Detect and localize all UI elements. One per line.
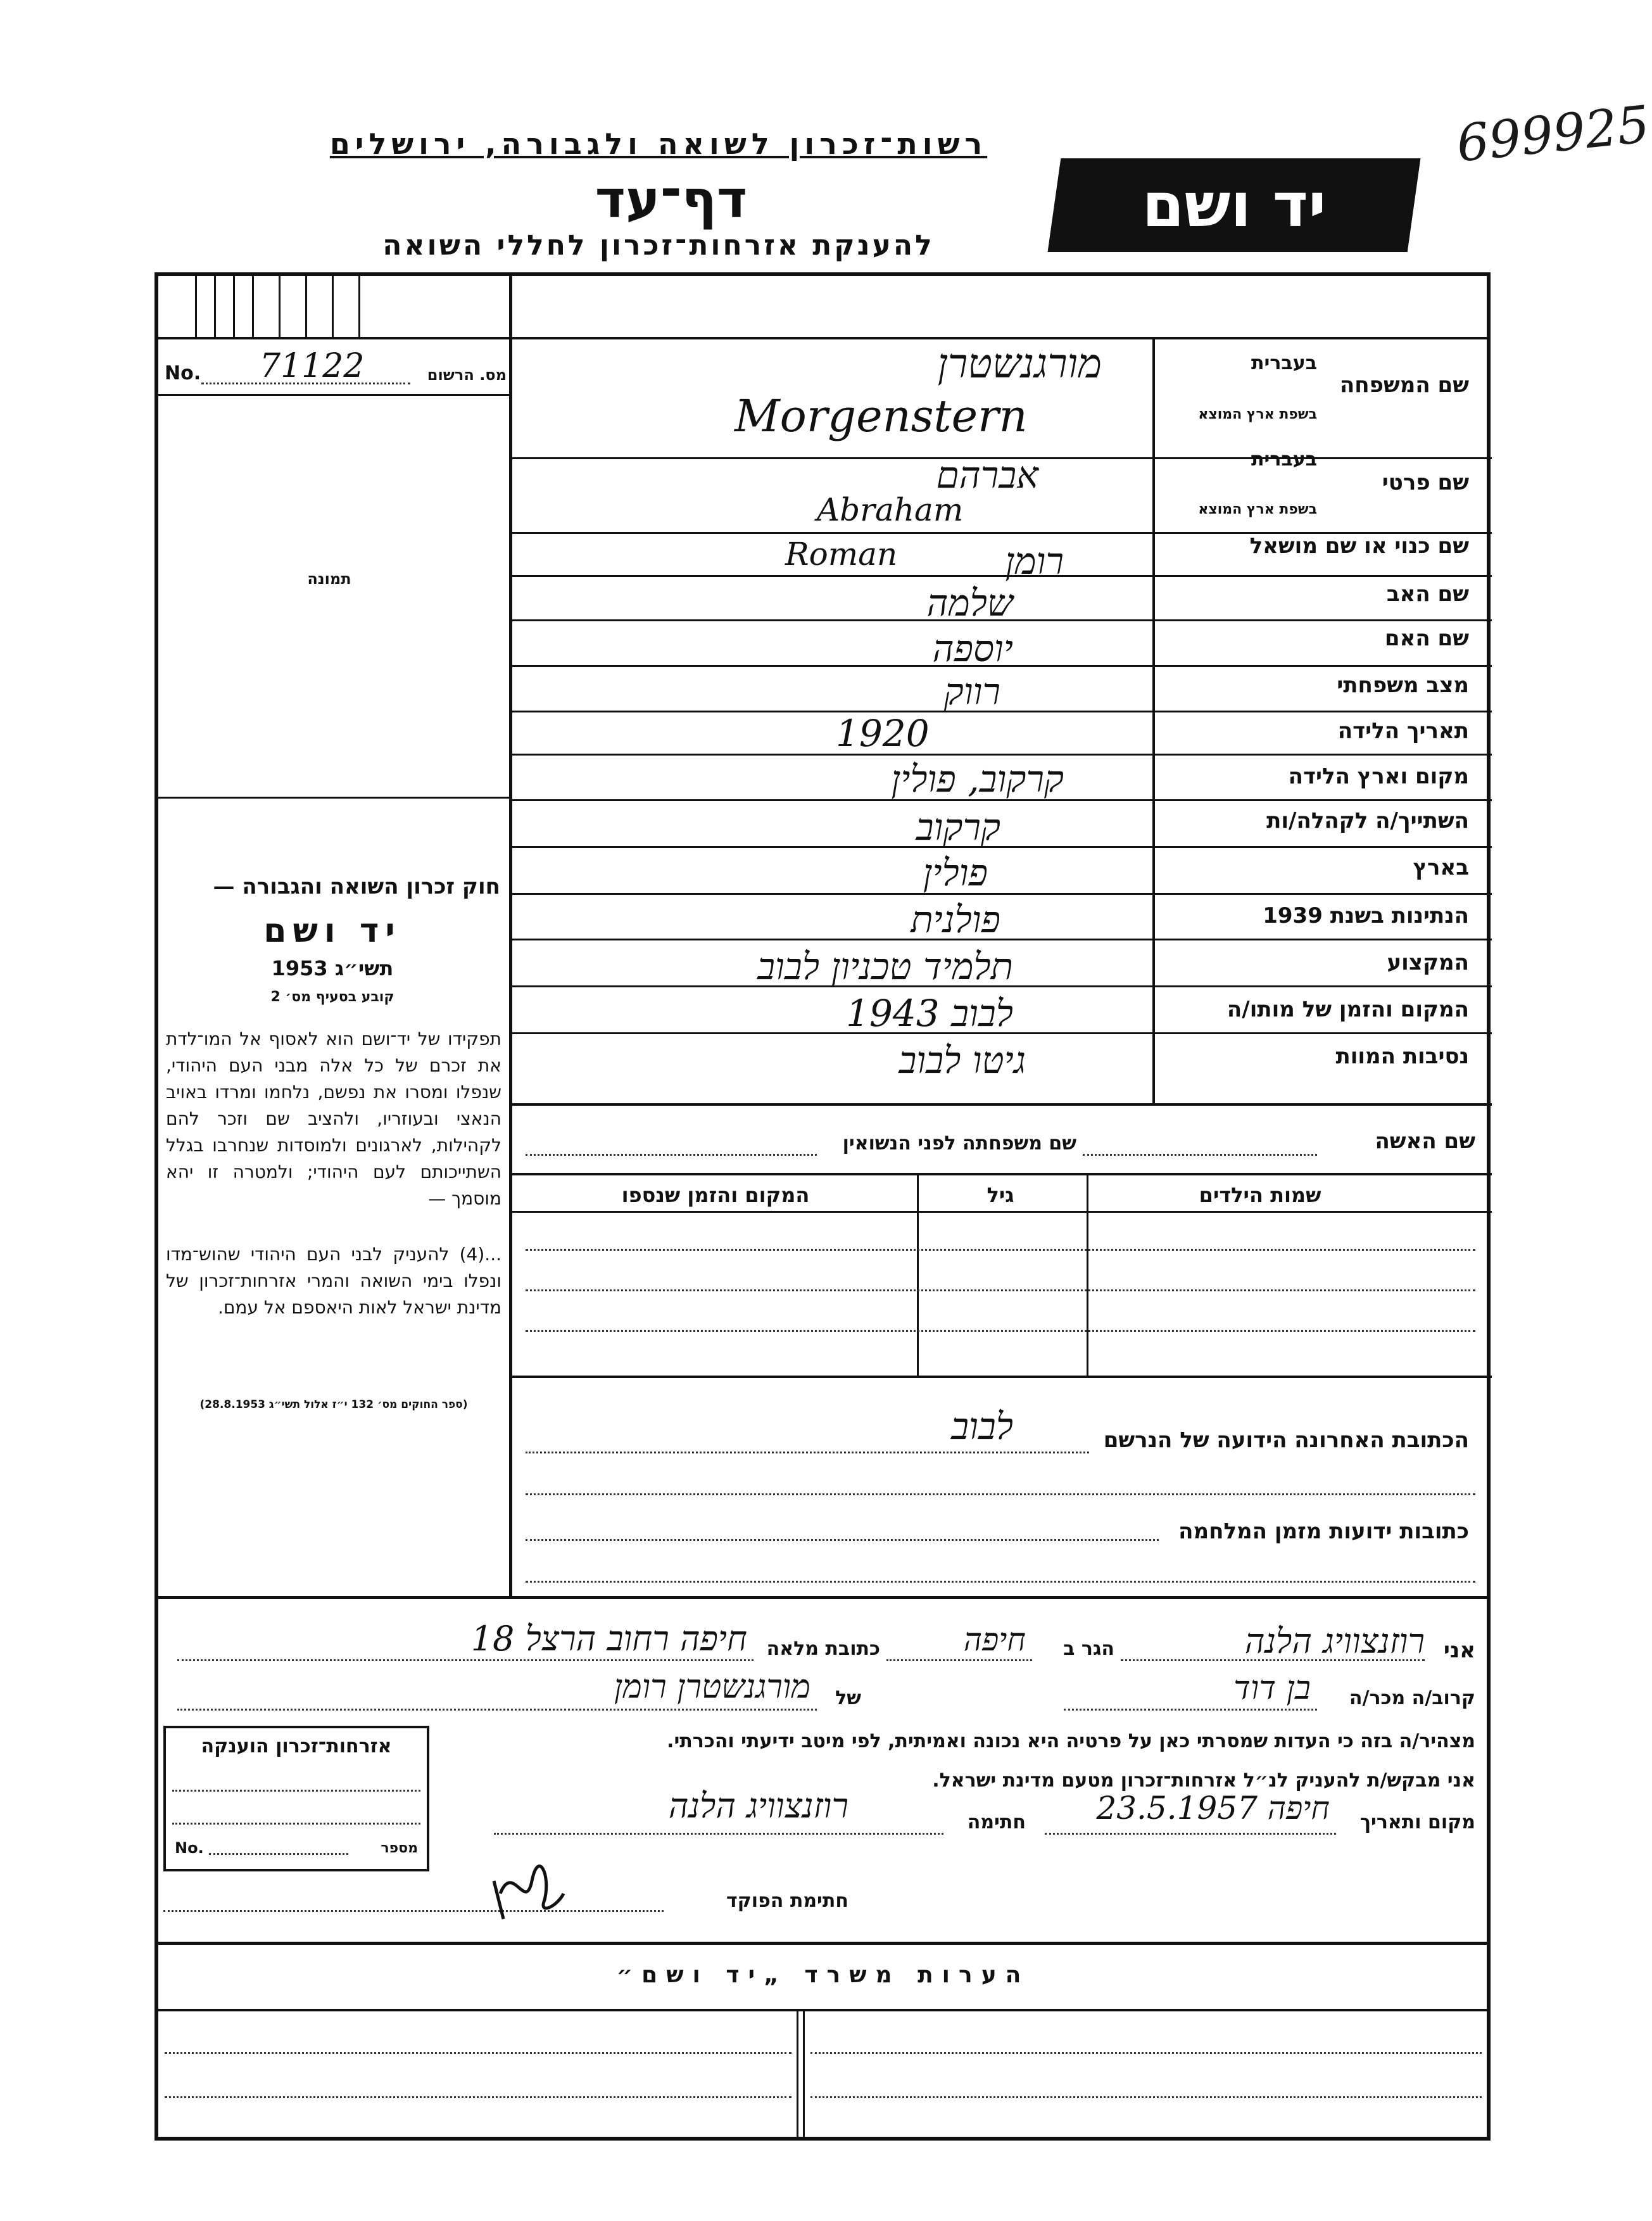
profession-value: תלמיד טכניון לבוב xyxy=(757,945,1013,988)
family-name-origin-label: בשפת ארץ המוצא xyxy=(1198,407,1317,422)
birthplace-label: מקום וארץ הלידה xyxy=(1288,764,1469,789)
officer-signature-mark xyxy=(488,1856,570,1925)
profession-label: המקצוע xyxy=(1387,950,1469,975)
last-address-label: הכתובת האחרונה הידועה של הנרשם xyxy=(1103,1427,1469,1453)
family-name-hebrew-label: בעברית xyxy=(1251,352,1317,374)
community-value: קרקוב xyxy=(916,806,1000,849)
witness-signature: רוזנצוויג הלנה xyxy=(668,1786,848,1826)
nickname-label: שם כנוי או שם מושאל xyxy=(1249,533,1469,559)
corner-number: 699925 xyxy=(1453,94,1652,174)
relative-value: בן דוד xyxy=(1233,1669,1311,1707)
signature-label: חתימה xyxy=(967,1811,1026,1833)
first-name-origin-label: בשפת ארץ המוצא xyxy=(1198,502,1317,517)
yad-vashem-logo xyxy=(1048,158,1421,252)
first-name-label: שם פרטי xyxy=(1382,470,1469,495)
family-name-label: שם המשפחה xyxy=(1339,372,1469,398)
nickname-hebrew: רומן xyxy=(1005,540,1064,583)
relative-label: קרוב/ה מכר/ה xyxy=(1349,1687,1475,1709)
authority-name: רשות־זכרון לשואה ולגבורה, ירושלים xyxy=(329,127,988,161)
resides-value: חיפה xyxy=(963,1621,1026,1658)
mother-value: יוספה xyxy=(932,627,1013,670)
death-cause-label: נסיבות המוות xyxy=(1335,1044,1469,1069)
mother-label: שם האם xyxy=(1384,626,1469,651)
children-header-place: המקום והזמן שנספו xyxy=(621,1183,810,1207)
citizenship-label: הנתינות בשנת 1939 xyxy=(1263,903,1469,928)
nickname-latin: Roman xyxy=(785,536,898,573)
law-heading: חוק זכרון השואה והגבורה — xyxy=(213,874,500,899)
of-value: מורגנשטרן רומן xyxy=(614,1668,810,1706)
birthdate-value: 1920 xyxy=(836,712,930,755)
death-label: המקום והזמן של מותו/ה xyxy=(1226,997,1469,1022)
children-header-names: שמות הילדים xyxy=(1199,1183,1321,1207)
law-text-2: ...(4) להעניק לבני העם היהודי שהוש־מדו ונפלו בימי השואה והמרי אזרחות־זכרון של מדינת ישראל לאות היאספם אל עמם. xyxy=(166,1244,501,1318)
marital-label: מצב משפחתי xyxy=(1337,673,1469,698)
last-address-value: לבוב xyxy=(951,1405,1013,1448)
form-title: דף־עד xyxy=(595,170,748,230)
statement-request: אני מבקש/ת להעניק לנ״ל אזרחות־זכרון מטעם מדינת ישראל. xyxy=(932,1769,1475,1792)
birthdate-label: תאריך הלידה xyxy=(1337,718,1469,743)
family-name-hebrew: מורגנשטרן xyxy=(937,341,1102,388)
father-value: שלמה xyxy=(926,581,1013,624)
birthplace-value: קרקוב, פולין xyxy=(891,757,1064,800)
death-value: לבוב 1943 xyxy=(846,992,1013,1035)
wartime-address-label: כתובות ידועות מזמן המלחמה xyxy=(1178,1519,1469,1544)
children-header-age: גיל xyxy=(987,1183,1014,1207)
photo-label: תמונה xyxy=(307,570,351,588)
witness-name: רוזנצוויג הלנה xyxy=(1244,1621,1425,1661)
country-value: פולין xyxy=(923,851,988,894)
first-name-hebrew: אברהם xyxy=(936,453,1038,497)
marital-value: רווק xyxy=(943,670,1000,713)
wife-label: שם האשה xyxy=(1375,1129,1475,1154)
law-year: תשי״ג 1953 xyxy=(271,956,394,980)
officer-signature-label: חתימת הפוקד xyxy=(726,1890,848,1912)
country-label: בארץ xyxy=(1413,855,1469,880)
community-label: השתייך/ה לקהלה/ות xyxy=(1266,808,1469,833)
first-name-hebrew-label: בעברית xyxy=(1251,448,1317,471)
declaration-ani: אני xyxy=(1443,1638,1475,1663)
father-label: שם האב xyxy=(1386,581,1469,607)
award-box-title: אזרחות־זכרון הוענקה xyxy=(201,1735,392,1757)
office-notes-title: הערות משרד „יד ושם״ xyxy=(616,1962,1030,1988)
form-subtitle: להענקת אזרחות־זכרון לחללי השואה xyxy=(382,229,935,262)
death-cause-value: גיטו לבוב xyxy=(899,1039,1026,1082)
resides-label: הגר ב xyxy=(1063,1638,1114,1660)
place-date-label: מקום ותאריך xyxy=(1359,1811,1475,1833)
law-name: יד ושם xyxy=(263,912,401,950)
statement-truth: מצהיר/ה בזה כי העדות שמסרתי כאן על פרטיה היא נכונה ואמיתית, לפי מיטב ידיעתי והכרתי. xyxy=(667,1730,1475,1752)
registration-number: 71122 xyxy=(260,347,365,385)
full-address-label: כתובת מלאה xyxy=(766,1638,880,1660)
award-box-no-label: No. xyxy=(175,1839,204,1857)
full-address-value: חיפה רחוב הרצל 18 xyxy=(470,1619,747,1659)
of-label: של xyxy=(835,1687,861,1709)
first-name-origin: Abraham xyxy=(817,491,964,528)
law-source: (ספר החוקים מס׳ 132 י״ז אלול תשי״ג 28.8.1953) xyxy=(199,1398,468,1411)
logo-text: יד ושם xyxy=(1142,170,1327,241)
family-name-origin: Morgenstern xyxy=(735,390,1028,442)
law-clause: קובע בסעיף מס׳ 2 xyxy=(270,989,394,1005)
award-box-number-label: מספר xyxy=(381,1840,418,1856)
maiden-name-label: שם משפחתה לפני הנשואין xyxy=(842,1132,1076,1155)
citizenship-value: פולנית xyxy=(911,898,1000,941)
law-text-1: תפקידו של יד־ושם הוא לאסוף אל המו־לדת את זכרם של כל אלה מבני העם היהודי, שנפלו ומסרו את נפשם, נלחמו ומרדו באויב הנאצי ובעוזריו, ולהציב שם וזכר להם לקהילות, לארגונים ולמוסדות שנחרבו בגלל השתייכותם לעם היהודי; ולמטרה זו יהא מוסמך — xyxy=(166,1028,501,1209)
registration-label: מס. הרשום xyxy=(427,366,507,384)
place-date-value: חיפה 23.5.1957 xyxy=(1096,1790,1330,1826)
registration-no-label: No. xyxy=(165,362,201,384)
